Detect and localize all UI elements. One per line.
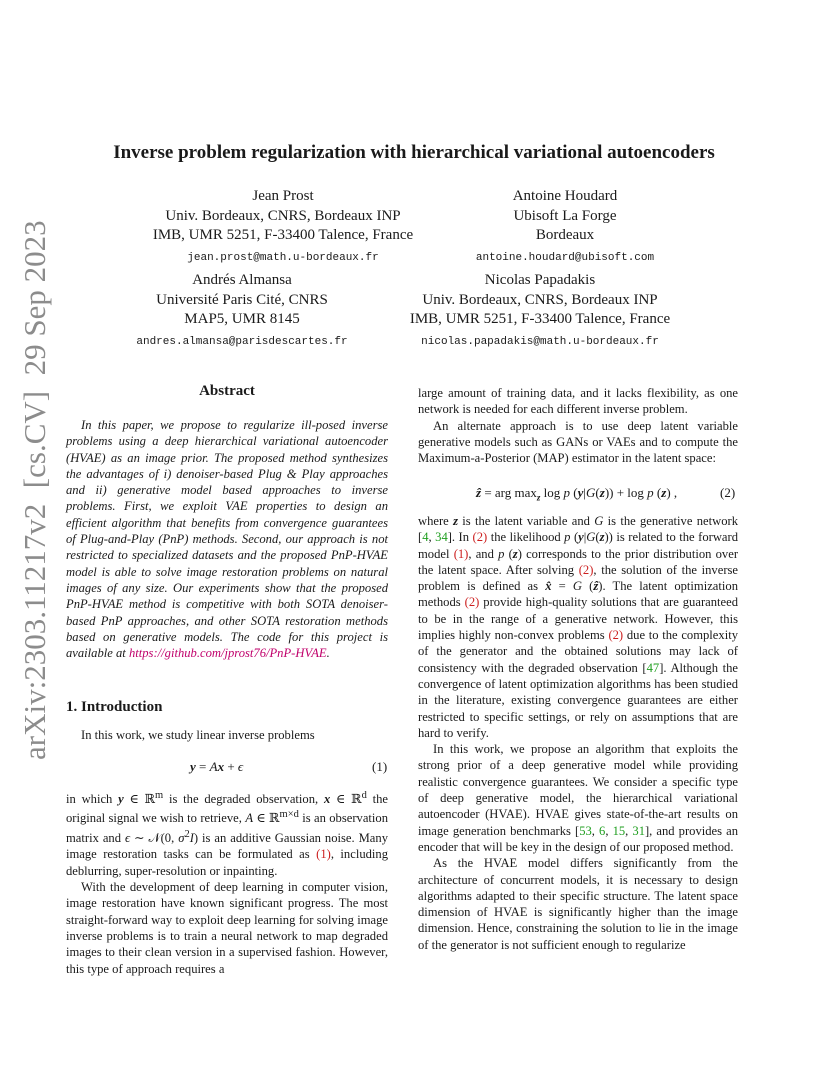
- citation[interactable]: 47: [646, 660, 660, 675]
- text: ,: [428, 530, 436, 545]
- paragraph-text: large amount of training data, and it lacks flexibility, as one network is needed for each different inverse problem.: [418, 386, 738, 417]
- author-name: Jean Prost: [252, 188, 314, 204]
- paragraph-text: As the HVAE model differs significantly from the architecture of concurrent models, it is necessary to design algorithms adapted to their specific structure. The latent space dimension of HVAE is significantly higher than the image dimension. Hence, constraining the solution to lie in the image of the generator is not sufficient enough to regularize: [418, 856, 738, 952]
- paragraph-text: With the development of deep learning in computer vision, image restoration have known significant progress. The most straight-forward way to exploit deep learning for solving image inverse problems is to train a neural network to map degraded images to their clean version in a supervised fashion. However, this type of approach requires a: [66, 880, 388, 976]
- text: , including deblurring, super-resolution or inpainting.: [66, 847, 389, 878]
- author-block-1: [142, 187, 424, 268]
- equation-2-number: (2): [720, 485, 736, 500]
- citation[interactable]: 31: [632, 823, 645, 838]
- author-affiliation: MAP5, UMR 8145: [184, 311, 300, 327]
- arxiv-identifier: arXiv:2303.11217v2 [cs.CV] 29 Sep 2023: [17, 220, 52, 760]
- section-heading-introduction: 1. Introduction: [66, 699, 163, 715]
- author-name: Nicolas Papadakis: [484, 272, 596, 288]
- equation-reference[interactable]: (2): [472, 530, 488, 545]
- author-affiliation: Univ. Bordeaux, CNRS, Bordeaux INP: [422, 291, 658, 308]
- equation-reference[interactable]: (2): [464, 595, 480, 610]
- intro-paragraph-2: in which y ∈ ℝ$^m$ is the degraded observation, x ∈ ℝ$^d$ the original signal we wish to retrieve, A ∈ ℝ$^{m\times d}$ is an observation matrix and ϵ ∼ 𝒩(0, $\sigma^2I$) is an additive Gaussian noise. Many image restoration tasks can be formulated as (1), including deblurring, super-resolution or inpainting. With the development of deep learning in computer vision, image restoration have known significant progress. The most straight-forward way to exploit deep learning for solving image inverse problems is to train a neural network to map degraded images to their clean version in a supervised fashion. However, this type of approach requires a: [66, 790, 389, 976]
- text: provide high-quality solutions that are guaranteed to be in the range of a generative network. However, this implies highly non-convex problems: [418, 595, 738, 643]
- intro-paragraph-1: [66, 727, 388, 743]
- right-column-body: where z is the latent variable and G is the generative network [4, 34]. In (2) the likelihood p (y|G(z)) is related to the forward model (1), and p (z) corresponds to the prior distribution over the latent space. After solving (2), the solution of the inverse problem is defined as x̂ = G (ẑ). The latent optimization methods (2) provide high-quality solutions that are guaranteed to be in the range of a generative network. However, this implies highly non-convex problems (2) due to the complexity of the generator and the obtained solutions may lack of consistency with the degraded observation [47]. Although the convergence of latent optimization algorithms has been studied in the literature, existing convergence guarantees are either restricted to specific settings, or rely on assumptions that are hard to verify. In this work, we propose an algorithm that exploits the strong prior of a deep generative model while providing realistic convergence guarantees. We consider a specific type of deep generative model, the hierarchical variational autoencoder (HVAE). HVAE gives state-of-the-art results on image generation benchmarks [53, 6, 15, 31], and provides an encoder that will be key in the design of our proposed method. As the HVAE model differs significantly from the architecture of concurrent models, it is necessary to design algorithms adapted to their specific structure. The latent space dimension of HVAE is significantly higher than the image dimension. Hence, constraining the solution to lie in the image of the generator is not sufficient enough to regularize: [418, 514, 739, 952]
- text: is related to the forward model: [418, 530, 738, 561]
- text: the original signal we wish to retrieve,: [66, 792, 388, 826]
- author-block-3: [120, 271, 364, 352]
- author-affiliation: IMB, UMR 5251, F-33400 Talence, France: [409, 311, 671, 327]
- text: ]. Although the convergence of latent optimization algorithms has been studied in the literature, existing convergence guarantees are either restricted to specific settings, or rely on assumptions that are hard to verify.: [418, 660, 738, 740]
- author-affiliation: Université Paris Cité, CNRS: [156, 291, 328, 308]
- equation-1: y = Ax + ϵ: [190, 759, 244, 774]
- text: due to the complexity of the generator and the obtained solutions may lack of consistency with the degraded observation [: [418, 628, 738, 675]
- author-affiliation: Univ. Bordeaux, CNRS, Bordeaux INP: [165, 207, 401, 224]
- equation-1-number: (1): [372, 759, 388, 774]
- text: , the solution of the inverse problem is defined as: [418, 562, 739, 594]
- author-email[interactable]: andres.almansa@parisdescartes.fr: [136, 335, 348, 348]
- text: is the latent variable and: [462, 514, 590, 528]
- equation-reference[interactable]: (2): [578, 562, 594, 577]
- author-email[interactable]: nicolas.papadakis@math.u-bordeaux.fr: [421, 335, 659, 348]
- equation-reference[interactable]: (1): [316, 847, 331, 862]
- paragraph-text: An alternate approach is to use deep latent variable generative models such as GANs or VAEs and to compute the Maximum-a-Posterior (MAP) estimator in the latent space:: [418, 418, 738, 466]
- text: , and: [468, 546, 494, 561]
- abstract-text: In this paper, we propose to regularize ill-posed inverse problems using a deep hierarchical variational autoencoder (HVAE) as an image prior. The proposed method synthesizes the advantages of i) denoiser-based Plug & Play approaches and ii) generative model based approaches to inverse problems. First, we exploit VAE properties to design an efficient algorithm that benefits from convergence guarantees of Plug-and-Play (PnP) methods. Second, our approach is not restricted to specialized datasets and the proposed PnP-HVAE model is able to solve image restoration problems on natural images of any size. Our experiments show that the proposed PnP-HVAE method is competitive with both SOTA denoiser-based PnP approaches, and other SOTA restoration methods based on generative models. The code for this project is available at: [66, 418, 388, 661]
- equation-2: ẑ = arg $\max_z \log p$ (y|G(z)) + log p (z) ,: [476, 485, 678, 503]
- author-affiliation: Bordeaux: [535, 227, 595, 243]
- code-link[interactable]: https://github.com/jprost76/PnP-HVAE: [128, 646, 327, 661]
- text: is the degraded observation,: [169, 792, 319, 807]
- author-name: Andrés Almansa: [192, 272, 292, 288]
- text: where: [418, 514, 449, 528]
- text: ], and provides an encoder that will be key in the design of our proposed method.: [418, 823, 739, 854]
- citation[interactable]: 6: [599, 823, 606, 838]
- citation[interactable]: 53: [579, 823, 592, 838]
- citation[interactable]: 4: [422, 530, 429, 545]
- text: ]. In: [447, 530, 470, 545]
- author-affiliation: IMB, UMR 5251, F-33400 Talence, France: [152, 227, 414, 243]
- author-block-2: [452, 187, 678, 268]
- text: . The latent optimization methods: [418, 579, 738, 610]
- arxiv-stamp: [0, 0, 56, 1072]
- punctuation: .: [326, 646, 330, 661]
- equation-reference[interactable]: (1): [453, 546, 469, 561]
- abstract-body: [66, 417, 388, 661]
- equation-reference[interactable]: (2): [608, 628, 624, 643]
- citation[interactable]: 34: [435, 530, 448, 545]
- text: is the generative network [: [418, 514, 738, 545]
- author-name: Antoine Houdard: [512, 188, 618, 204]
- abstract-heading: Abstract: [199, 383, 255, 399]
- text: In this work, we propose an algorithm that exploits the strong prior of a deep generative model while providing realistic convergence guarantees. We consider a specific type of deep generative model, the hierarchical variational autoencoder (HVAE). HVAE gives state-of-the-art results on image generation benchmarks [: [418, 742, 738, 838]
- text: in which: [66, 792, 113, 807]
- right-column-top: [418, 385, 738, 466]
- paper-title: Inverse problem regularization with hierarchical variational autoencoders: [113, 142, 715, 163]
- author-email[interactable]: antoine.houdard@ubisoft.com: [475, 251, 655, 264]
- author-email[interactable]: jean.prost@math.u-bordeaux.fr: [187, 251, 379, 264]
- text: corresponds to the prior distribution over the latent space. After solving: [418, 546, 739, 577]
- author-affiliation: Ubisoft La Forge: [513, 207, 617, 224]
- text: is an observation matrix and: [66, 811, 389, 846]
- text: is an additive Gaussian noise. Many image restoration tasks can be formulated as: [66, 831, 388, 862]
- citation[interactable]: 15: [612, 823, 626, 838]
- author-block-4: [396, 271, 684, 352]
- paragraph-text: In this work, we study linear inverse problems: [81, 728, 315, 742]
- text: the likelihood: [490, 530, 561, 545]
